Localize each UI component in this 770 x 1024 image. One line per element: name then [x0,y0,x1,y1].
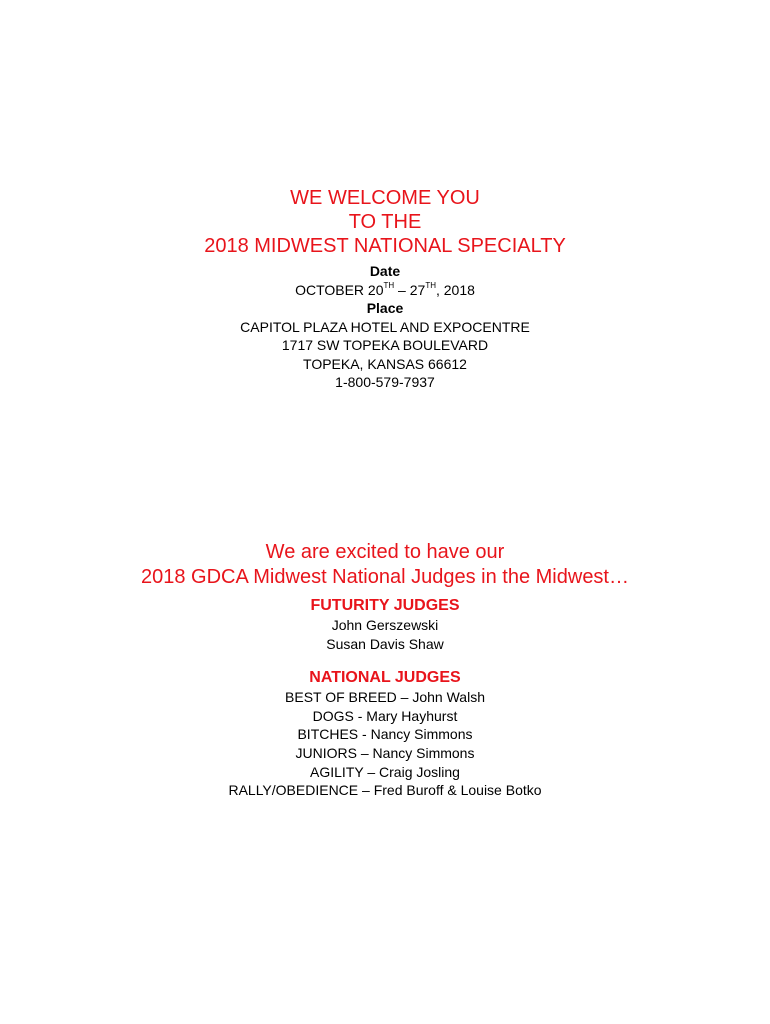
futurity-judges-heading: FUTURITY JUDGES [310,597,460,614]
national-judges-heading: NATIONAL JUDGES [309,669,461,687]
national-judges-list [0,688,770,800]
national-judge: BITCHES - Nancy Simmons [297,726,473,743]
welcome-line-1: WE WELCOME YOU [290,187,480,209]
event-info [0,262,770,392]
welcome-line-2: TO THE [348,211,422,233]
date-sup-1: TH [383,280,395,290]
date-middle: – 27 [394,281,426,298]
date-sup-2: TH [425,280,436,290]
national-judge: DOGS - Mary Hayhurst [312,707,458,724]
excited-line-1: We are excited to have our [265,541,505,563]
welcome-line-3: 2018 MIDWEST NATIONAL SPECIALTY [204,235,566,257]
date-label: Date [369,263,401,279]
event-date [0,281,770,300]
futurity-judges-list [0,616,770,653]
national-judge: AGILITY – Craig Josling [310,763,460,780]
date-suffix: , 2018 [435,281,475,298]
national-judge: RALLY/OBEDIENCE – Fred Buroff & Louise Botko [228,782,542,799]
place-label: Place [366,300,404,316]
national-judge: BEST OF BREED – John Walsh [285,689,485,706]
welcome-block [0,186,770,392]
place-line: TOPEKA, KANSAS 66612 [303,355,467,372]
excited-line-2: 2018 GDCA Midwest National Judges in the Midwest… [140,566,629,588]
place-line: CAPITOL PLAZA HOTEL AND EXPOCENTRE [240,318,530,335]
futurity-judge: John Gerszewski [331,617,439,633]
date-prefix: OCTOBER 20 [295,281,384,298]
futurity-judge: Susan Davis Shaw [326,635,444,652]
national-judge: JUNIORS – Nancy Simmons [295,744,475,761]
judges-block [0,540,770,800]
place-line: 1717 SW TOPEKA BOULEVARD [281,337,489,353]
place-phone: 1-800-579-7937 [335,374,435,390]
section-gap [0,653,770,663]
